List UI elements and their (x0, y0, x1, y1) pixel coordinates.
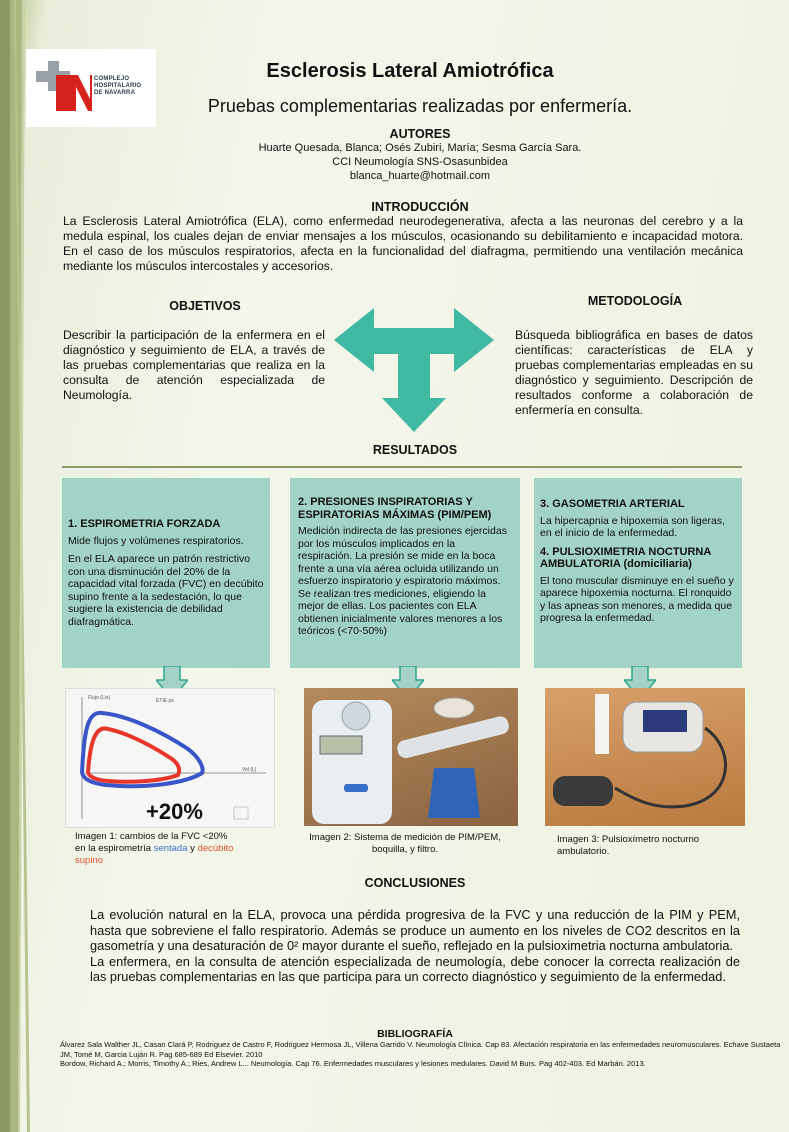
box2-p1: Medición indirecta de las presiones ejercidas por los músculos implicados en la respiración. La presión se mide en la boca frente a una vía aérea ocluida utilizando un esfuerzo inspiratorio y espiratorio máximos. Se realizan tres mediciones, eligiendo la mejor de ellas. Los pacientes con ELA obtienen inicialmente valores menores a los teóricos (<70-50%) (298, 525, 507, 637)
bibliography-text (60, 1040, 785, 1069)
bibliography-ref1: Álvarez Sala Walther JL, Casan Clará P, Rodriguez de Castro F, Rodriguez Hermosa JL, Villena Garrido V. Neumología Clínica. Cap 83. Afectación respiratoria en las enfermedades neuromusculares. Echave Sustaeta JM, Tomé M, Garcia Luján R. Pag 685-689 Ed Elsevier. 2010 (60, 1040, 781, 1059)
logo-text: COMPLEJO HOSPITALARIO DE NAVARRA (94, 76, 142, 96)
conclusions-p2: La enfermera, en la consulta de atención especializada de neumología, debe conocer la correcta realización de las pruebas complementarias en las que participa para un correcto diagnóstico y seguimiento de la enfermedad. (90, 953, 740, 984)
bibliography-heading: BIBLIOGRAFÍA (377, 1028, 453, 1040)
methodology-heading: METODOLOGÍA (587, 294, 683, 308)
caption1-decubito: decúbito (197, 843, 234, 854)
image1-caption (75, 831, 290, 867)
top-label: ETIE ps (156, 698, 174, 704)
conclusions-heading: CONCLUSIONES (364, 876, 466, 890)
spirometry-image (65, 688, 275, 828)
box3-title: 3. GASOMETRIA ARTERIAL (540, 498, 685, 510)
axis-x-label: Vol (L) (242, 767, 257, 773)
t-arrow-icon (334, 308, 494, 433)
methodology-text: Búsqueda bibliográfica en bases de datos científicas: características de ELA y pruebas complementarias empleadas en su diagnóstico y seguimiento. Descripción de resultados conforme a colaboración de enfermería en consulta. (515, 328, 753, 417)
box3-p2: El tono muscular disminuye en el sueño y aparece hipoxemia nocturna. El ronquido y las apneas son menores, a medida que progresa la enfermedad. (540, 574, 734, 624)
decorative-stripes (0, 0, 34, 1132)
pulse-oximeter-photo (545, 688, 745, 826)
conclusions-text (90, 907, 740, 985)
percent-label: +20% (146, 799, 203, 824)
result-box-espirometria (62, 478, 270, 668)
conclusions-p1: La evolución natural en la ELA, provoca una pérdida progresiva de la FVC y una reducción de la PIM y PEM, hasta que sobreviene el fallo respiratorio. Además se produce un aumento en los niveles de CO2 descritos en la gasometría y una desaturación de 0² mayor durante el sueño, reflejado en la pulsioximetria nocturna ambulatoria. (90, 907, 740, 953)
box1-p2: En el ELA aparece un patrón restrictivo con una disminución del 20% de la capacidad vital forzada (FVC) en decúbito supino frente a la sedestación, lo que sugiere la existencia de debilidad diafragmática. (68, 553, 264, 628)
bibliography-ref2: Bordow, Richard A.; Morris, Timothy A.; Ries, Andrew L... Neumología. Cap 76. Enfermedades musculares y lesiones medulares. David M Burs. Pag 402-403. Ed Marbán. 2013. (60, 1059, 646, 1068)
image2-caption: Imagen 2: Sistema de medición de PIM/PEM, boquilla, y filtro. (309, 832, 501, 855)
results-heading: RESULTADOS (372, 443, 458, 457)
results-divider (62, 466, 742, 468)
caption1-y: y (190, 843, 195, 854)
authors-section (200, 127, 640, 183)
hospital-logo (26, 49, 156, 127)
poster-title: Esclerosis Lateral Amiotrófica (266, 60, 554, 82)
authors-email: blanca_huarte@hotmail.com (349, 170, 491, 182)
authors-heading: AUTORES (389, 127, 451, 141)
logo-cross-icon (32, 59, 92, 119)
result-box-gasometria (534, 478, 742, 668)
poster-subtitle: Pruebas complementarias realizadas por enfermería. (207, 96, 633, 116)
box2-title: 2. PRESIONES INSPIRATORIAS Y ESPIRATORIAS MÁXIMAS (PIM/PEM) (298, 496, 492, 521)
axis-y-label: Flujo (L/s) (88, 695, 111, 701)
pim-pem-device-photo (304, 688, 518, 826)
box1-title: 1. ESPIROMETRIA FORZADA (68, 518, 221, 530)
intro-heading: INTRODUCCIÓN (371, 200, 469, 214)
image3-caption: Imagen 3: Pulsioxímetro nocturno ambulatorio. (557, 834, 700, 857)
caption1-a: Imagen 1: cambios de la FVC <20% (75, 831, 228, 842)
objectives-text: Describir la participación de la enfermera en el diagnóstico y seguimiento de ELA, a través de las pruebas complementarias que realiza en la consulta de atención especializada de Neumología. (63, 328, 325, 402)
authors-dept: CCI Neumología SNS-Osasunbidea (332, 156, 508, 168)
box3-title2: 4. PULSIOXIMETRIA NOCTURNA AMBULATORIA (domiciliaria) (540, 545, 711, 570)
caption1-b: en la espirometría (75, 843, 152, 854)
caption1-supino: supino (75, 855, 103, 866)
box3-p1: La hipercapnia e hipoxemia son ligeras, en el inicio de la enfermedad. (540, 514, 726, 539)
result-box-presiones (290, 478, 520, 668)
objectives-heading: OBJETIVOS (169, 299, 241, 313)
authors-names: Huarte Quesada, Blanca; Osés Zubiri, María; Sesma García Sara. (258, 142, 582, 154)
caption1-sentada: sentada (153, 843, 188, 854)
box1-p1: Mide flujos y volúmenes respiratorios. (68, 534, 244, 547)
intro-text: La Esclerosis Lateral Amiotrófica (ELA), como enfermedad neurodegenerativa, afecta a las neuronas del cerebro y a la medula espinal, los cuales dejan de enviar mensajes a los músculos, ocasionando su debilitamiento e incapacidad motora. En el caso de los músculos respiratorios, afecta en la funcionalidad del diafragma, permitiendo una ventilación mecánica mediante los músculos intercostales y accesorios. (63, 214, 743, 273)
